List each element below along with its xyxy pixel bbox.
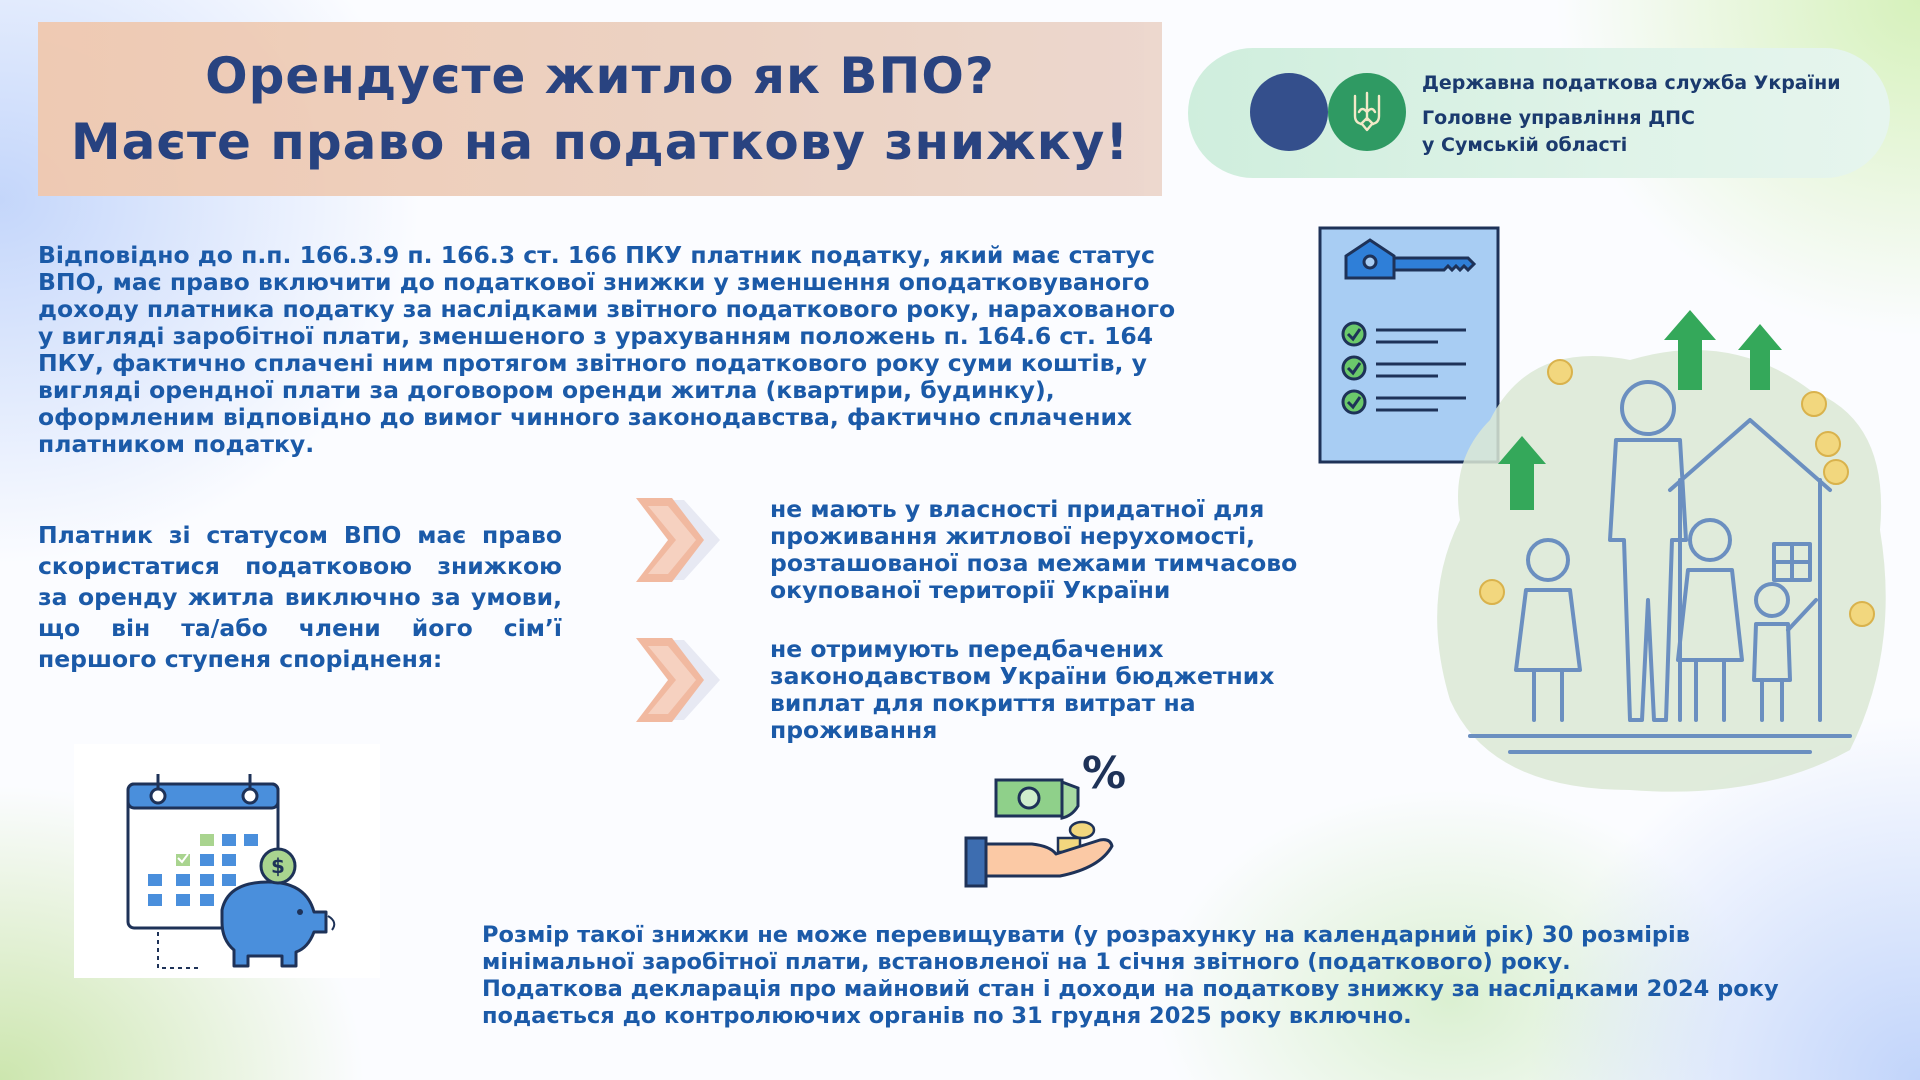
calendar-piggy-bank-icon: [118, 772, 348, 972]
family-house-icon: [1430, 300, 1890, 800]
org-line-1: Державна податкова служба України: [1422, 72, 1841, 94]
footer-line-1: Розмір такої знижки не може перевищувати (у розрахунку на календарний рік) 30 розмірів: [482, 922, 1690, 948]
org-line-3: у Сумській області: [1422, 134, 1628, 156]
percent-symbol: %: [1082, 748, 1127, 799]
organization-name: [1422, 70, 1841, 159]
footer-line-3: Податкова декларація про майновий стан і доходи на податкову знижку за наслідками 2024 року: [482, 976, 1779, 1002]
page-title-line1: Орендуєте житло як ВПО?: [205, 47, 995, 105]
title-banner: [38, 22, 1162, 196]
chevron-arrow-icon: [632, 634, 724, 726]
main-paragraph: Відповідно до п.п. 166.3.9 п. 166.3 ст. 166 ПКУ платник податку, який має статус ВПО, має право включити до податкової знижки у зменшення оподатковуваного доходу платника податку за наслідками звітного податкового року, нарахованого у вигляді заробітної плати, зменшеного з урахуванням положень п. 164.6 ст. 164 ПКУ, фактично сплачені ним протягом звітного податкового року суми коштів, у вигляді орендної плати за договором оренди житла (квартири, будинку), оформленим відповідно до вимог чинного законодавства, фактично сплачених платником податку.: [38, 241, 1176, 458]
org-line-2: Головне управління ДПС: [1422, 107, 1696, 129]
footer-paragraph: [482, 922, 1902, 1030]
svg-text:$: $: [271, 854, 285, 878]
page-title-line2: Маєте право на податкову знижку!: [70, 113, 1130, 171]
chevron-arrow-icon: [632, 494, 724, 586]
footer-line-2: мінімальної заробітної плати, встановленої на 1 січня звітного (податкового) року.: [482, 949, 1571, 975]
condition-item-1: не мають у власності придатної для проживання житлової нерухомості, розташованої поза межами тимчасово окупованої території України: [770, 495, 1298, 604]
conditions-intro: Платник зі статусом ВПО має право скористатися податковою знижкою за оренду житла виключно за умови, що він та/або члени його сім’ї першого ступеня спорідненя:: [38, 521, 562, 673]
footer-line-4: подається до контролюючих органів по 31 грудня 2025 року включно.: [482, 1003, 1412, 1029]
logo-blue-circle: [1250, 73, 1328, 151]
money-hand-icon: [960, 746, 1140, 892]
condition-item-2: не отримують передбачених законодавством України бюджетних виплат для покриття витрат на проживання: [770, 635, 1275, 744]
trident-icon: [1328, 73, 1406, 151]
